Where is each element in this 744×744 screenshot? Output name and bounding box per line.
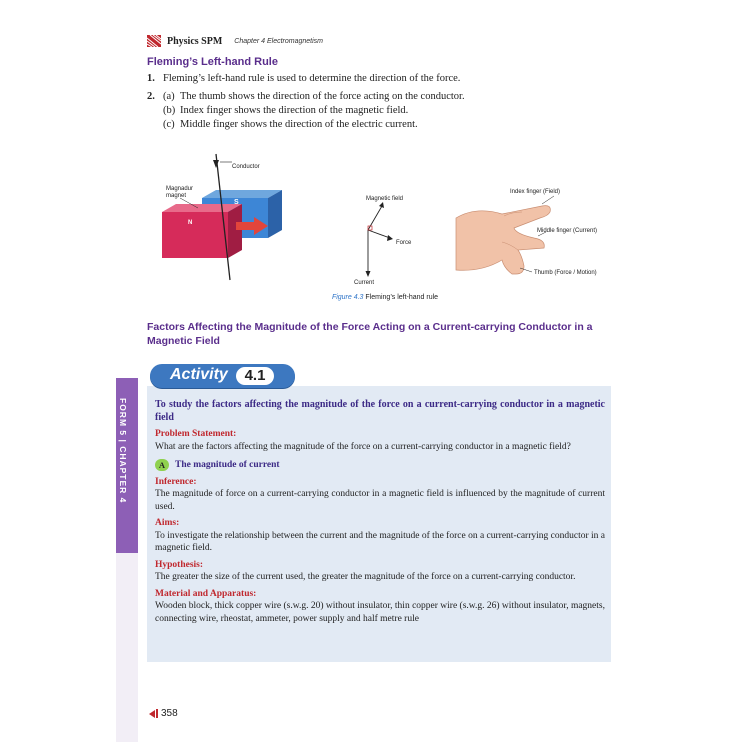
figure-caption [150,294,620,301]
aims-text: To investigate the relationship between the current and the magnitude of the force on a current-carrying conductor in a magnetic field. [155,530,605,553]
sub-letter: (c) [163,119,175,130]
problem-text: What are the factors affecting the magnitude of the force on a current-carrying conductor in a magnetic field? [155,441,571,452]
sub-text: Middle finger shows the direction of the electric current. [180,119,418,130]
magnet-label-line1: Magnadur [166,186,194,192]
factors-heading: Factors Affecting the Magnitude of the Force Acting on a Current-carrying Conductor in a Magnetic Field [147,321,593,347]
index-finger-label: Index finger (Field) [510,189,561,195]
sub-point-c [163,118,465,132]
point-number: 1. [147,73,155,84]
figure-diagram [150,150,620,290]
inference-heading: Inference: [155,476,197,487]
point-1 [147,72,465,86]
hypothesis-heading: Hypothesis: [155,559,204,570]
magnet-label-line2: magnet [166,193,187,199]
aims-heading: Aims: [155,518,180,528]
sub-text: The thumb shows the direction of the force acting on the conductor. [180,91,465,102]
force-axes-diagram [354,196,412,286]
page-header [147,35,323,47]
sub-points [163,90,465,132]
part-a-heading [155,459,605,472]
conductor-label: Conductor [232,164,260,170]
activity-number: 4.1 [234,365,276,387]
point-text: Fleming’s left-hand rule is used to determine the direction of the force. [163,73,461,84]
activity-objective: To study the factors affecting the magnitude of the force on a current-carrying conductor in a magnetic field [155,399,605,423]
publisher-logo-icon [147,35,161,47]
current-label: Current [354,280,375,286]
figure-flemings-rule [150,150,620,310]
material-heading: Material and Apparatus: [155,588,257,599]
rule-points [147,72,465,132]
left-hand-illustration [456,189,597,276]
activity-header [150,364,295,388]
pole-n-label: N [188,220,193,226]
figure-number: Figure 4.3 [331,294,364,301]
thumb-label: Thumb (Force / Motion) [534,270,597,276]
sub-text: Index finger shows the direction of the magnetic field. [180,105,409,116]
activity-label: Activity [170,366,228,383]
page-bar-icon [156,709,158,718]
sub-point-b [163,104,465,118]
sub-point-a [163,90,465,104]
page-number [149,708,178,719]
part-letter-badge: A [155,459,169,471]
magnet-diagram [162,154,282,280]
middle-finger-label: Middle finger (Current) [537,228,598,234]
side-tab-label: FORM 5 | CHAPTER 4 [118,398,128,504]
inference-text: The magnitude of force on a current-carrying conductor in a magnetic field is influenced by the magnitude of current used. [155,489,605,512]
magnetic-field-label: Magnetic field [366,196,404,202]
side-tab [116,378,138,742]
point-2 [147,90,465,132]
section-title: Fleming’s Left-hand Rule [147,56,278,68]
page-arrow-icon [149,710,155,718]
point-number: 2. [147,91,155,102]
sub-letter: (a) [163,91,175,102]
part-title: The magnitude of current [175,460,280,470]
sub-letter: (b) [163,105,176,116]
force-label: Force [396,240,412,246]
activity-content [155,398,605,625]
subject-title: Physics SPM [167,35,223,47]
chapter-title: Chapter 4 Electromagnetism [234,37,323,45]
figure-caption-text: Fleming’s left-hand rule [365,294,439,301]
problem-heading: Problem Statement: [155,429,237,439]
page-number-text: 358 [161,708,178,719]
pole-s-label: S [234,199,239,206]
material-text: Wooden block, thick copper wire (s.w.g. 20) without insulator, thin copper wire (s.w.g. 26) without insulator, magnets, connecting wire, rheostat, ammeter, power supply and half metre rule [155,601,605,624]
hypothesis-text: The greater the size of the current used, the greater the magnitude of the force on a current-carrying conductor. [155,572,576,582]
